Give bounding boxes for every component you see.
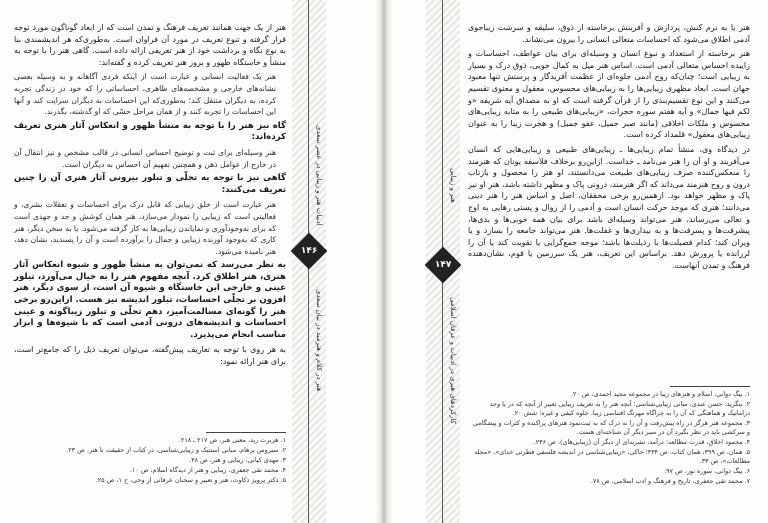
footnote: ۳. مهدی کیانی، زیبایی و هنر، ص ۴۸.: [189, 456, 286, 464]
paragraph: گاهی نیز با توجه به تجلّی و تبلور بیرونی آثار هنری آن را چنین تعریف می‌کنند:: [14, 173, 286, 195]
footnote: ۵. دکتر پرویز ذکاوت، هنر و تعبیر و سخنان عرفانی از وحی، ج ۱، ص ۲۵.: [95, 476, 286, 484]
right-running-head: هنر و زیبایی: [449, 167, 457, 203]
left-page-number-badge: [291, 233, 328, 270]
paragraph: هنر یا به نرم کنش، پردازش و آفرینش برخاسته از ذوق، سلیقه و سرشت زیباجوی آدمی اطلاق می‌شود که احساسات متعالی انسانی را بیرون می‌نشاند.: [468, 23, 750, 44]
right-running-subhead: کارکردهای هنری در ادبیات و عرفان اسلامی: [449, 296, 457, 424]
paragraph: هنر برخاسته از استعداد و نبوغ انسان و وسیله‌ای برای بیان عواطف، احساسات و زاییده احساس متعالی آدمی است. اساس هنر میل به کمال جویی، ذوق درک و بسیار به زیبایی است؛ چنان‌که روح آدمی جلوه‌ای از عظمت آفریدگار و پرستش تنها معبود جهان است. ابعاد مظهری زیبایی‌ها را به زیبایی‌های محسوس، معقول و معنوی تقسیم می‌کنند و این نوع تقسیم‌بندی را از قرآن گرفته است که او به مصداق آیه شریفه «و لکم فیها جمال» و آیه هفتم سوره حجرات، «زیبایی‌های طبیعی را به مثابه زیبایی‌های محسوس و ملکات اخلاقی (مانند صبر جمیل، عفو جمیل) و هجرت زیبا را به عنوان زیبایی‌های معقول» قلمداد کرده است.: [468, 49, 750, 140]
right-page-edge-shadow: [386, 0, 392, 523]
footnote: ۳. مجموعه هنر هرگز در راه پیش‌رفت و آن را نه درک که به ثبت‌نمود هنرهای پراکنده و کثرات و پیشگامی و سرکشی باید در نظر بگیرد آن در سیر دیگر آن شناخته‌ای هست.: [472, 419, 750, 436]
footnote: ۶. بیگ دوانی، سوره نور، ص ۹۷.: [664, 467, 750, 475]
footnote: ۲. سیروس پرهام، مبانی استتیک و زیبایی‌شناسی، در کتاب از حقیقت تا هنر، ص ۲۳.: [66, 446, 286, 454]
right-footnotes: [468, 386, 750, 487]
footnote-rule: [670, 386, 750, 387]
left-page-body: [14, 22, 286, 371]
left-page-spine: [292, 0, 326, 523]
footnote: ۱. بیگ دوانی، اسلام و هنرهای زیبا در مجموعه مجید احمدی، ص ۲۰.: [570, 390, 750, 398]
right-page-spine: [426, 0, 460, 523]
right-page-number-badge: [425, 247, 462, 284]
footnote-rule: [206, 432, 286, 433]
left-running-head: ادبیات هنر و زیبایی در عصر سعدی: [315, 124, 323, 226]
footnote: ۴. محمد تقی جعفری، زیبایی و هنر از دیدگاه اسلام، ص ۱۰.: [129, 466, 286, 474]
paragraph: هنر از یک جهت همانند تعریف فرهنگ و تمدن است که از ابعاد گوناگون مورد توجه قرار گرفته و تنوع تعریف در مورد آن فراوان است. به‌طوری‌که هر اندیشمندی بنا به نوع نگاه و برداشت خود از هنر تعریفی ارائه داده است. گاهی هنر را با توجه به منشأ و خاستگاه ظهور و بروز هنر تعریف کرده و گفته‌اند:: [14, 23, 286, 67]
left-page: [0, 0, 382, 523]
footnote: ۲. بنگرید: حسن عبدی، مبانی زیبایی‌شناسی؛ آنچه هنر را به تعریف زیبایی تعبیر از آنچه که در یا وجد دراماتیک و هماهنگی که آن را به چراگاه مهرنگ اقتباسی زیبا، جلوه کیفی و غیره؛ شش ۲۰.: [489, 400, 750, 417]
left-footnotes: [14, 432, 286, 486]
left-page-number: ۱۴۶: [300, 245, 318, 256]
right-page: [386, 0, 768, 523]
paragraph: هنر وسیله‌ای برای ثبت و توضیح احساس انسانی در قالب مشخص و نیز انتقال آن در خارج از عوامل ذهن و همچنین تفهیم آن احساس به دیگران است.: [14, 147, 276, 169]
paragraph: در دیدگاه وی، منشأ تمام زیبایی‌ها ـ زیبایی‌های طبیعی و زیبایی‌هایی که انسان می‌آفریند و او آن را هنر می‌نامد ـ خداست. ازاین‌رو برخلاف فلاسفه یونان که هنرمند را منعکس‌کننده صرف زیبایی‌های طبیعت می‌دانستند، او هنر را محصول و بازتاب درون و روح هنرمند می‌داند که اگر هنرمند، درونی پاک و مظهر داشته باشد، هنر او نیز پاک و مظهر خواهد بود. ازهمین‌رو برخی محققان، اصل و اساس هنر را هنر دینی می‌دانند؛ هنری که موجد حرکت انسان است و آدمی را از زوال و پستی رهایی به اوج و تعالی می‌رساند، هنر می‌تواند وسیله‌ای باشد برای بیان همه خوبی‌ها و بدی‌ها، پیشرفت‌ها و پسرفت‌ها و به بیداری‌ها و غفلت‌ها. هنر می‌تواند جامعه را بسازد و یا ویران کند؛ کدام فضیلت‌ها یا رذیلت‌ها باشد؛ موجه جمع‌گرایی یا تقویت کند یا آن را لرزانده یا پرورش دهد. براساس این تعریف، هنر یک سرزمین یا قوم، نشان‌دهنده فرهنگ و تمدن آنهاست.: [468, 144, 750, 270]
footnote: ۴. محمود اخلاق، قدرت مطالعه؛ درآمد، نشریه‌ای از دیگر آن (زیبایی‌های)، ص ۲۴۶.: [533, 438, 750, 446]
paragraph: به نظر می‌رسد که نمی‌توان به منشأ ظهور و شیوه انعکاس آثار هنری، هنر اطلاق کرد. آنچه مفهوم هنر را به خیال می‌آورد، تبلور عینی و خارجی این خاستگاه و شیوه آن است، از سوی دیگر، هنر افزون بر تجلّی احساسات، تبلور اندیشه نیز هست. ازاین‌رو برخی هنر را گونه‌ای مسالمت‌آمیز، دهم تجلّی و تبلور زیباگونه و عینی احساسات و اندیشه‌های درونی آدمی است که با شیوه‌ها و ابزار مناسب انجام می‌پذیرد.: [14, 260, 286, 340]
footnote: ۱. هربرت رید، معنی هنر، ص ۲۱۷ ـ ۲۱۸.: [178, 436, 286, 444]
footnote: ۵. همان، ص ۳۹۹، همان کتاب، ص ۴۳۴؛ حاکی، «زیبایی‌شناسی در اندیشه فلسفی فطرتی خدای»، «مجله مطالعات»، ص ۳۳.: [474, 448, 750, 465]
right-page-number: ۱۴۷: [434, 259, 452, 270]
right-page-body: [468, 22, 750, 274]
left-running-subhead: هنر در کلام و هنرمند در بیان سعدی: [315, 288, 323, 392]
paragraph: هنر عبارت است از خلق زیبایی که قابل درک برای احساسات و تعقلات بشری، و فعالیتی است که زیبایی را نمودار می‌سازد، هنر همان کوشش و جد و جهدی است که برای به‌وجودآوری و نمایاندن زیبایی‌ها به کار گرفته می‌شود. یا به سخن دیگر، هنر کاری که به‌وجود آورنده زیبایی و جمال را برآورده است و آن را پسندید، نشان دهد، هنر نامیده می‌شود.: [14, 200, 276, 256]
paragraph: هنر یک فعالیت انسانی و عبارت است از اینکه فردی آگاهانه و به وسیله بعضی نشانه‌های خارجی و مشخصه‌های ظاهری، احساساتی را که خود در زندگی تجربه کرده، به دیگران منتقل کند؛ به‌طوری‌که این احساسات به دیگران سرایت کند و آنها این احساسات را تجربه کنند و از همان مراحل حسّی که او گذشته، بگذرند.: [14, 72, 276, 117]
paragraph: به هر روی با توجه به تعاریف پیش‌گفته، می‌توان تعریف ذیل را که جامع‌تر است، برای هنر ارائه نمود:: [14, 345, 286, 367]
footnote: ۷. محمد تقی جعفری، تاریخ و فرهنگ و ادب اسلامی، ص ۷۸.: [590, 477, 750, 485]
paragraph: گاه نیز هنر را با توجه به منشأ ظهور و انعکاس آثار هنری تعریف کرده‌اند:: [14, 120, 286, 143]
